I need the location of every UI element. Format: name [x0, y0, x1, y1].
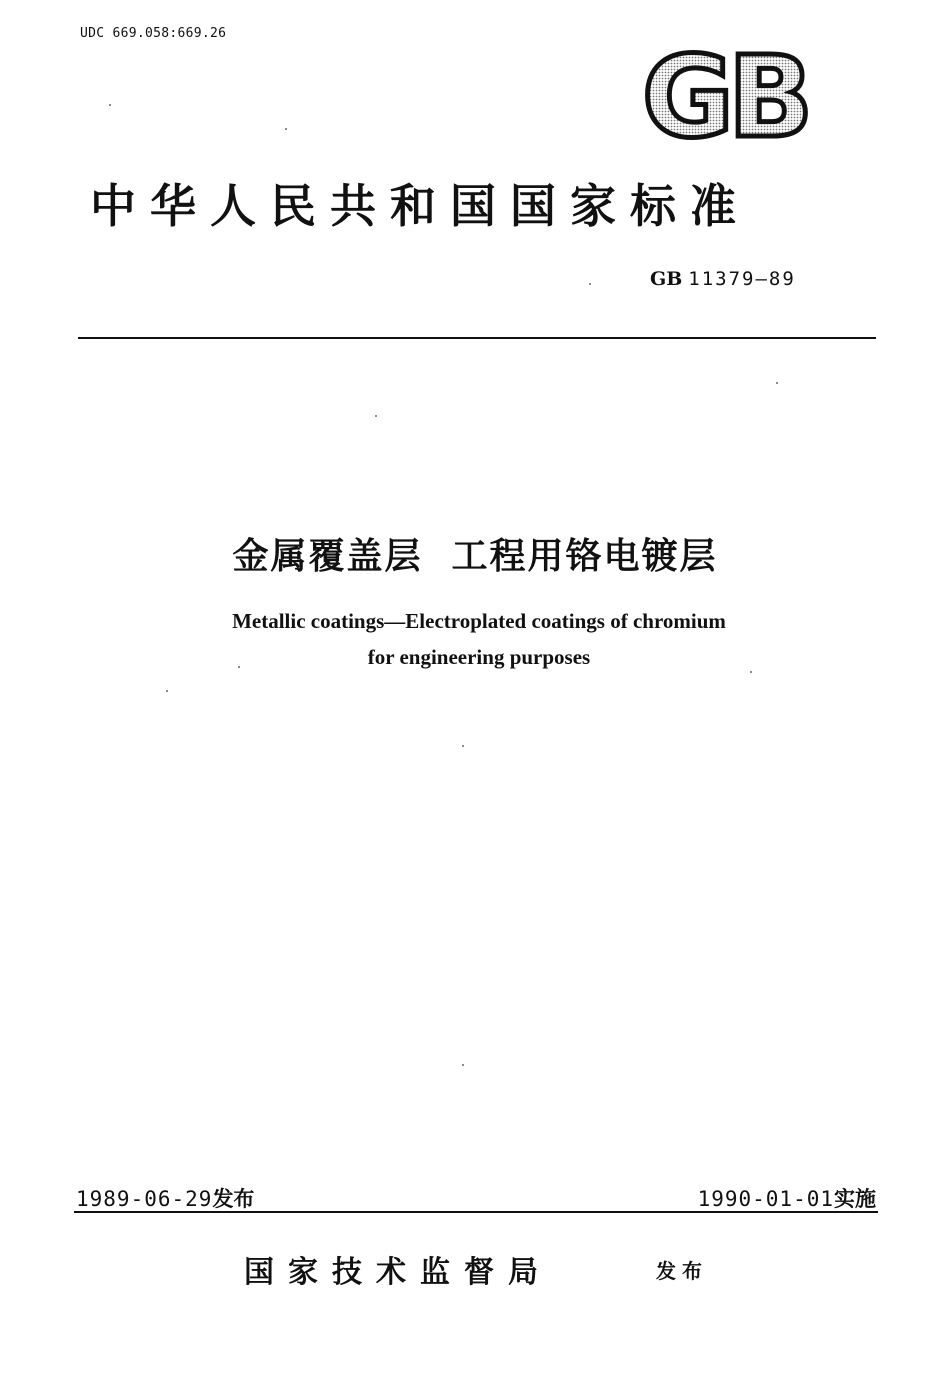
gb-logo — [640, 44, 832, 144]
effective-date-value: 1990-01-01 — [697, 1187, 834, 1211]
scan-speck — [776, 382, 778, 384]
scan-speck — [462, 1064, 464, 1066]
scan-speck — [589, 283, 591, 285]
scan-speck — [375, 415, 377, 417]
standard-number-value: 11379—89 — [688, 268, 796, 290]
issue-date-suffix: 发布 — [212, 1187, 255, 1211]
scan-speck — [109, 104, 111, 106]
bottom-divider — [74, 1211, 878, 1213]
issue-date-value: 1989-06-29 — [76, 1187, 213, 1211]
title-english-line2: for engineering purposes — [367, 645, 591, 669]
effective-date — [698, 1183, 876, 1213]
scan-speck — [166, 690, 168, 692]
scan-speck — [750, 671, 752, 673]
scan-speck — [462, 745, 464, 747]
title-chinese: 金属覆盖层 工程用铬电镀层 — [232, 536, 718, 577]
top-divider — [78, 337, 876, 339]
publisher: 国家技术监督局 — [244, 1255, 552, 1290]
issue-date — [76, 1183, 254, 1213]
title-english-line1: Metallic coatings—Electroplated coatings of chromium — [232, 609, 726, 633]
standard-number — [650, 268, 796, 290]
country-standard-title: 中华人民共和国国家标准 — [90, 179, 750, 233]
scan-speck — [238, 666, 240, 668]
standard-prefix: GB — [650, 268, 683, 290]
logo-text: GB — [642, 44, 808, 144]
publisher-suffix: 发布 — [656, 1259, 708, 1283]
scan-speck — [285, 128, 287, 130]
effective-date-suffix: 实施 — [834, 1187, 876, 1211]
udc-code: UDC 669.058:669.26 — [80, 26, 227, 41]
